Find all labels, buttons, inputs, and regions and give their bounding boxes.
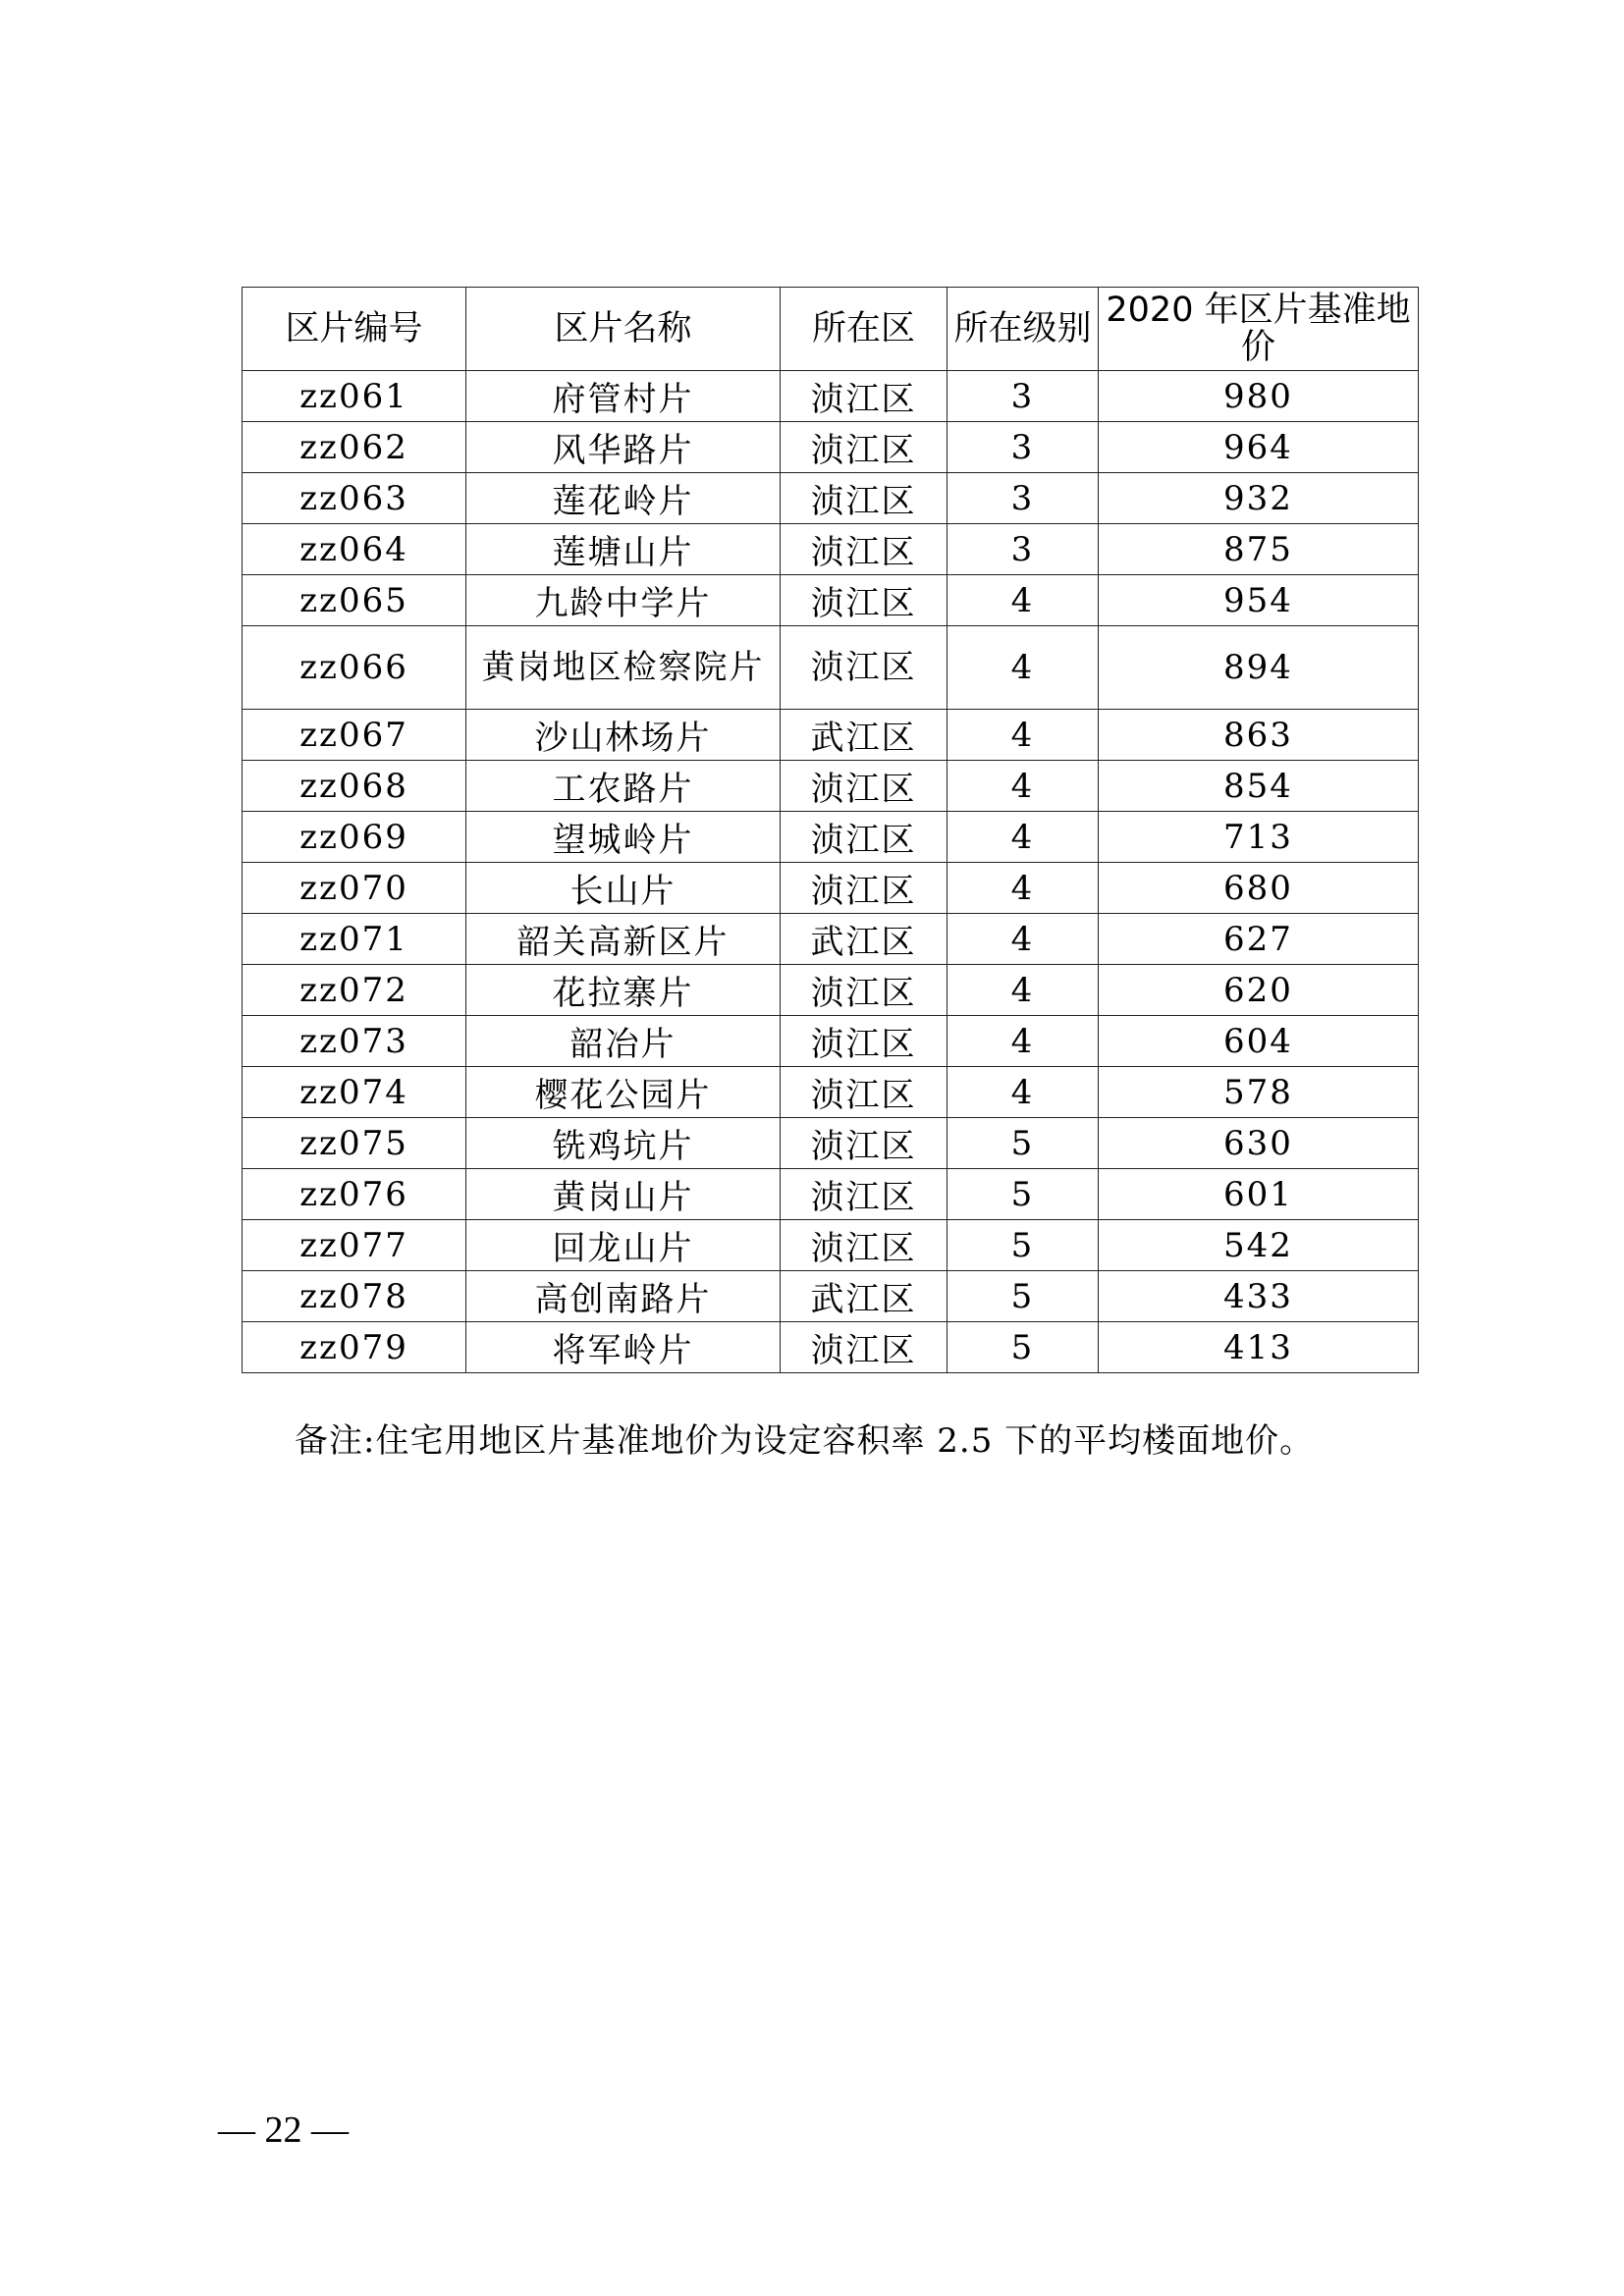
land-price-table	[242, 287, 1419, 1373]
header-district: 所在区	[781, 288, 947, 371]
cell-zone-name: 回龙山片	[466, 1220, 781, 1271]
table-row	[243, 1169, 1419, 1220]
table-row	[243, 965, 1419, 1016]
header-base-price: 2020 年区片基准地价	[1099, 288, 1419, 371]
cell-district: 浈江区	[781, 524, 947, 575]
table-body	[243, 371, 1419, 1373]
cell-level: 5	[947, 1271, 1099, 1322]
cell-base-price: 630	[1099, 1118, 1419, 1169]
cell-level: 4	[947, 575, 1099, 626]
cell-zone-name: 府管村片	[466, 371, 781, 422]
cell-zone-code: zz070	[243, 863, 466, 914]
cell-level: 3	[947, 473, 1099, 524]
cell-zone-code: zz067	[243, 710, 466, 761]
cell-base-price: 894	[1099, 626, 1419, 710]
table-row	[243, 524, 1419, 575]
cell-level: 4	[947, 626, 1099, 710]
cell-level: 4	[947, 1016, 1099, 1067]
cell-base-price: 620	[1099, 965, 1419, 1016]
cell-zone-code: zz075	[243, 1118, 466, 1169]
cell-level: 4	[947, 812, 1099, 863]
table-row	[243, 371, 1419, 422]
cell-district: 武江区	[781, 1271, 947, 1322]
cell-zone-code: zz063	[243, 473, 466, 524]
cell-district: 浈江区	[781, 965, 947, 1016]
table-row	[243, 1016, 1419, 1067]
cell-zone-name: 花拉寨片	[466, 965, 781, 1016]
cell-base-price: 542	[1099, 1220, 1419, 1271]
cell-level: 4	[947, 914, 1099, 965]
cell-base-price: 713	[1099, 812, 1419, 863]
cell-level: 4	[947, 1067, 1099, 1118]
cell-zone-code: zz061	[243, 371, 466, 422]
cell-zone-code: zz078	[243, 1271, 466, 1322]
cell-district: 浈江区	[781, 1169, 947, 1220]
cell-level: 5	[947, 1220, 1099, 1271]
cell-level: 5	[947, 1118, 1099, 1169]
cell-level: 4	[947, 863, 1099, 914]
cell-zone-name: 望城岭片	[466, 812, 781, 863]
cell-district: 浈江区	[781, 1118, 947, 1169]
cell-zone-name: 风华路片	[466, 422, 781, 473]
cell-zone-name: 黄岗山片	[466, 1169, 781, 1220]
cell-base-price: 875	[1099, 524, 1419, 575]
cell-zone-code: zz066	[243, 626, 466, 710]
cell-level: 3	[947, 422, 1099, 473]
table-row	[243, 575, 1419, 626]
cell-district: 武江区	[781, 914, 947, 965]
table-row	[243, 473, 1419, 524]
cell-zone-code: zz071	[243, 914, 466, 965]
cell-level: 4	[947, 965, 1099, 1016]
cell-zone-name: 铣鸡坑片	[466, 1118, 781, 1169]
cell-level: 5	[947, 1322, 1099, 1373]
cell-zone-code: zz062	[243, 422, 466, 473]
table-row	[243, 761, 1419, 812]
cell-level: 3	[947, 524, 1099, 575]
header-zone-code: 区片编号	[243, 288, 466, 371]
table-row	[243, 863, 1419, 914]
cell-district: 浈江区	[781, 1067, 947, 1118]
cell-zone-name: 九龄中学片	[466, 575, 781, 626]
header-level: 所在级别	[947, 288, 1099, 371]
cell-base-price: 932	[1099, 473, 1419, 524]
cell-district: 浈江区	[781, 473, 947, 524]
cell-base-price: 604	[1099, 1016, 1419, 1067]
cell-zone-name: 高创南路片	[466, 1271, 781, 1322]
cell-zone-name: 韶冶片	[466, 1016, 781, 1067]
cell-base-price: 980	[1099, 371, 1419, 422]
cell-zone-name: 长山片	[466, 863, 781, 914]
table-note: 备注:住宅用地区片基准地价为设定容积率 2.5 下的平均楼面地价。	[295, 1421, 1315, 1461]
table-row	[243, 1322, 1419, 1373]
cell-district: 浈江区	[781, 1220, 947, 1271]
cell-zone-code: zz068	[243, 761, 466, 812]
cell-zone-code: zz077	[243, 1220, 466, 1271]
table-row	[243, 1220, 1419, 1271]
table-row	[243, 1067, 1419, 1118]
cell-zone-name: 沙山林场片	[466, 710, 781, 761]
cell-level: 5	[947, 1169, 1099, 1220]
cell-base-price: 601	[1099, 1169, 1419, 1220]
cell-zone-code: zz074	[243, 1067, 466, 1118]
table-row	[243, 914, 1419, 965]
cell-base-price: 627	[1099, 914, 1419, 965]
cell-level: 4	[947, 710, 1099, 761]
cell-district: 武江区	[781, 710, 947, 761]
table-header-row	[243, 288, 1419, 371]
cell-district: 浈江区	[781, 626, 947, 710]
cell-zone-name: 黄岗地区检察院片	[466, 626, 781, 710]
cell-district: 浈江区	[781, 422, 947, 473]
cell-level: 3	[947, 371, 1099, 422]
cell-base-price: 854	[1099, 761, 1419, 812]
cell-district: 浈江区	[781, 1016, 947, 1067]
cell-district: 浈江区	[781, 1322, 947, 1373]
cell-district: 浈江区	[781, 812, 947, 863]
cell-base-price: 433	[1099, 1271, 1419, 1322]
cell-level: 4	[947, 761, 1099, 812]
cell-zone-name: 将军岭片	[466, 1322, 781, 1373]
table-row	[243, 812, 1419, 863]
cell-zone-code: zz064	[243, 524, 466, 575]
table-row	[243, 710, 1419, 761]
table-row	[243, 422, 1419, 473]
cell-base-price: 863	[1099, 710, 1419, 761]
cell-district: 浈江区	[781, 761, 947, 812]
cell-zone-code: zz065	[243, 575, 466, 626]
cell-zone-name: 莲花岭片	[466, 473, 781, 524]
cell-zone-code: zz076	[243, 1169, 466, 1220]
table-row	[243, 1118, 1419, 1169]
cell-zone-code: zz073	[243, 1016, 466, 1067]
cell-district: 浈江区	[781, 863, 947, 914]
table-row	[243, 1271, 1419, 1322]
cell-zone-name: 莲塘山片	[466, 524, 781, 575]
cell-base-price: 964	[1099, 422, 1419, 473]
cell-zone-code: zz079	[243, 1322, 466, 1373]
table-row	[243, 626, 1419, 710]
cell-base-price: 578	[1099, 1067, 1419, 1118]
cell-zone-name: 樱花公园片	[466, 1067, 781, 1118]
page-number: — 22 —	[218, 2109, 349, 2151]
cell-zone-code: zz072	[243, 965, 466, 1016]
cell-base-price: 954	[1099, 575, 1419, 626]
cell-district: 浈江区	[781, 371, 947, 422]
cell-zone-name: 韶关高新区片	[466, 914, 781, 965]
cell-base-price: 680	[1099, 863, 1419, 914]
cell-zone-name: 工农路片	[466, 761, 781, 812]
cell-base-price: 413	[1099, 1322, 1419, 1373]
header-zone-name: 区片名称	[466, 288, 781, 371]
cell-zone-code: zz069	[243, 812, 466, 863]
cell-district: 浈江区	[781, 575, 947, 626]
